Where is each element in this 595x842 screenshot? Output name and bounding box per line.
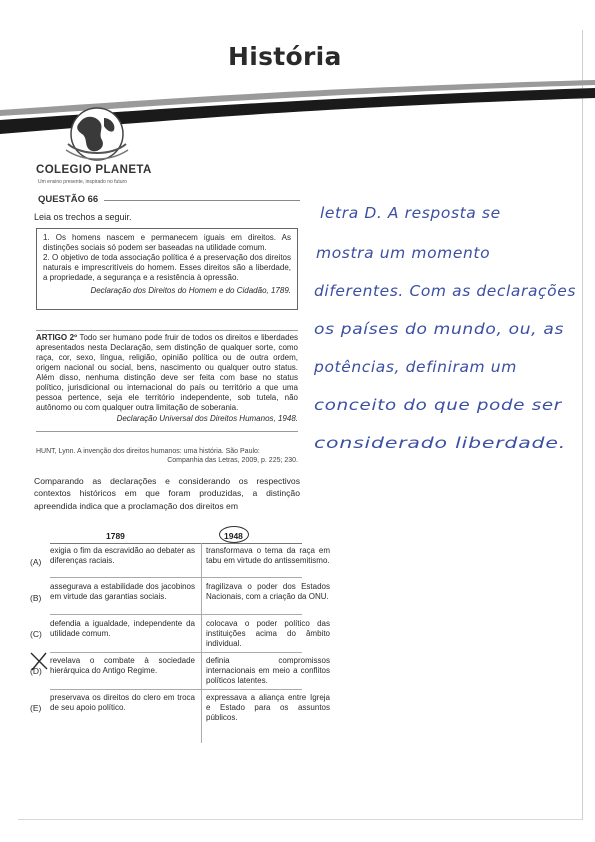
article-top-rule (36, 330, 298, 331)
reference-line-2: Companhia das Letras, 2009, p. 225; 230. (167, 457, 298, 464)
option-left-text: exigia o fim da escravidão ao debater as diferenças raciais. (50, 546, 195, 565)
option-letter: (B) (30, 593, 42, 603)
article-bottom-rule (36, 431, 298, 432)
option-letter: (A) (30, 557, 42, 567)
option-letter: (C) (30, 629, 42, 639)
option-right-text: expressava a aliança entre Igreja e Estado para os assuntos públicos. (206, 693, 330, 722)
article-heading: ARTIGO 2º (36, 333, 78, 342)
handwritten-line: conceito do que pode ser (314, 396, 564, 414)
option-right-text: definia compromissos internacionais em meio a conflitos políticos latentes. (206, 656, 330, 685)
page-title: História (228, 42, 342, 71)
option-rule (50, 652, 302, 653)
option-left-text: assegurava a estabilidade dos jacobinos em virtude das garantias sociais. (50, 582, 195, 601)
handwritten-line: os países do mundo, ou, as (314, 320, 564, 338)
article-block (36, 333, 298, 424)
school-logo (36, 104, 156, 188)
option-left-text: revelava o combate à sociedade hierárquica do Antigo Regime. (50, 656, 195, 675)
handwritten-line: considerado liberdade. (314, 434, 566, 452)
option-rule (50, 689, 302, 690)
option-right-text: fragilizava o poder dos Estados Nacionais, com a criação da ONU. (206, 582, 330, 601)
reference (36, 447, 298, 465)
option-left-text: preservava os direitos do clero em troca de seu apoio político. (50, 693, 195, 712)
quote-box (36, 228, 298, 310)
column-divider (201, 543, 202, 743)
handwritten-line: diferentes. Com as declarações (314, 282, 576, 300)
option-letter: (D) (30, 666, 42, 676)
column-header-1789: 1789 (106, 531, 125, 541)
reference-line-1: HUNT, Lynn. A invenção dos direitos humanos: uma história. São Paulo: (36, 448, 260, 455)
school-tagline: Um ensino presente, inspirado no futuro (38, 179, 127, 185)
handwritten-answer (312, 196, 582, 476)
option-left-text: defendia a igualdade, independente da utilidade comum. (50, 619, 195, 638)
quote-item-2: 2. O objetivo de toda associação política é a preservação dos direitos naturais e imprescritíveis do homem. Esses direitos são a liberdade, a propriedade, a segurança e a resistência à opressão. (43, 253, 291, 282)
cross-mark-icon (28, 650, 50, 672)
option-right-text: colocava o poder político das instituições acima do âmbito individual. (206, 619, 330, 648)
option-letter: (E) (30, 703, 42, 713)
article-text: Todo ser humano pode fruir de todos os direitos e liberdades apresentados nesta Declaração, sem distinção de qualquer sorte, como raça, cor, sexo, língua, religião, opinião política ou de outra ordem, origem nacional ou social, bens, nascimento ou qualquer outro status. Além disso, nenhuma distinção deve ser feita com base no status político, jurisdicional ou internacional do país ou território a que uma pessoa pertence, seja ele território independente, sob tutela, não autônomo ou com qualquer outra limitação de soberania. (36, 333, 299, 412)
handwritten-line: potências, definiram um (314, 358, 517, 376)
quote-source: Declaração dos Direitos do Homem e do Cidadão, 1789. (90, 286, 291, 295)
option-rule (50, 577, 302, 578)
question-label: QUESTÃO 66 (38, 194, 99, 205)
article-source: Declaração Universal dos Direitos Humanos, 1948. (116, 414, 298, 423)
school-name: COLEGIO PLANETA (36, 164, 152, 176)
globe-icon (62, 104, 132, 164)
table-top-rule (50, 543, 302, 544)
option-rule (50, 614, 302, 615)
quote-item-1: 1. Os homens nascem e permanecem iguais em direitos. As distinções sociais só podem ser baseadas na utilidade comum. (43, 233, 291, 252)
handwritten-line: mostra um momento (316, 244, 491, 262)
column-header-1948: 1948 (224, 531, 243, 541)
option-right-text: transformava o tema da raça em tabu em virtude do antissemitismo. (206, 546, 330, 565)
question-prompt: Comparando as declarações e considerando os respectivos contextos históricos em que foram produzidas, a distinção apreendida indica que a proclamação dos direitos em (34, 476, 300, 511)
handwritten-line: letra D. A resposta se (320, 204, 501, 222)
question-rule (104, 200, 300, 201)
question-intro: Leia os trechos a seguir. (34, 212, 132, 222)
